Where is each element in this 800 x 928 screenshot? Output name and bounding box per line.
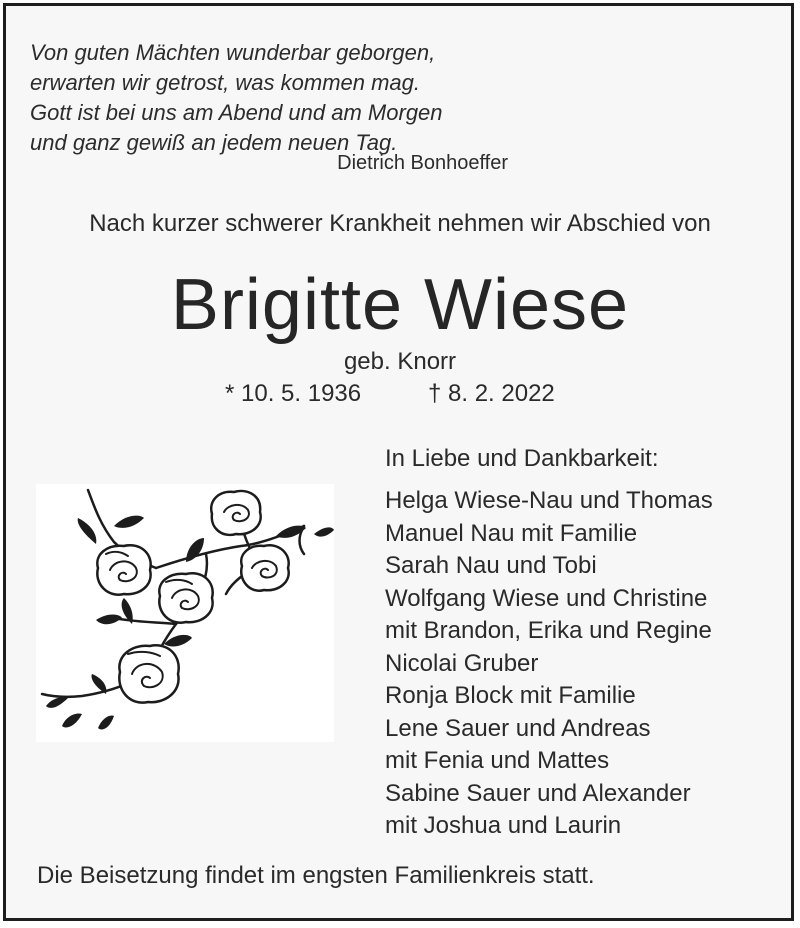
list-item: mit Joshua und Laurin	[385, 812, 622, 839]
list-item: Ronja Block mit Familie	[385, 682, 636, 709]
deceased-name: Brigitte Wiese	[170, 265, 630, 345]
family-intro: In Liebe und Dankbarkeit:	[385, 445, 659, 472]
family-list	[385, 485, 713, 843]
poem-author: Dietrich Bonhoeffer	[337, 152, 508, 174]
poem-line: Gott ist bei uns am Abend und am Morgen	[30, 100, 443, 125]
poem-line: und ganz gewiß an jedem neuen Tag.	[30, 130, 398, 155]
roses-icon	[36, 484, 334, 742]
list-item: Manuel Nau mit Familie	[385, 519, 638, 547]
list-item: mit Fenia und Mattes	[385, 747, 610, 774]
intro-text: Nach kurzer schwerer Krankheit nehmen wir Abschied von	[89, 210, 711, 237]
list-item: Helga Wiese-Nau und Thomas	[385, 487, 713, 514]
list-item: Sarah Nau und Tobi	[385, 552, 597, 579]
list-item: Sabine Sauer und Alexander	[385, 779, 691, 807]
list-item: Lene Sauer und Andreas	[385, 714, 651, 742]
list-item: Wolfgang Wiese und Christine	[385, 584, 708, 612]
birth-name: geb. Knorr	[343, 348, 457, 375]
list-item: Nicolai Gruber	[385, 649, 539, 677]
list-item: mit Brandon, Erika und Regine	[385, 617, 712, 644]
birth-date: * 10. 5. 1936	[225, 380, 362, 407]
life-dates	[0, 380, 800, 412]
poem-line: Von guten Mächten wunderbar geborgen,	[30, 40, 436, 65]
death-date: † 8. 2. 2022	[428, 380, 555, 407]
poem-line: erwarten wir getrost, was kommen mag.	[30, 70, 421, 95]
poem	[30, 38, 443, 158]
closing-text: Die Beisetzung findet im engsten Familienkreis statt.	[37, 862, 595, 889]
